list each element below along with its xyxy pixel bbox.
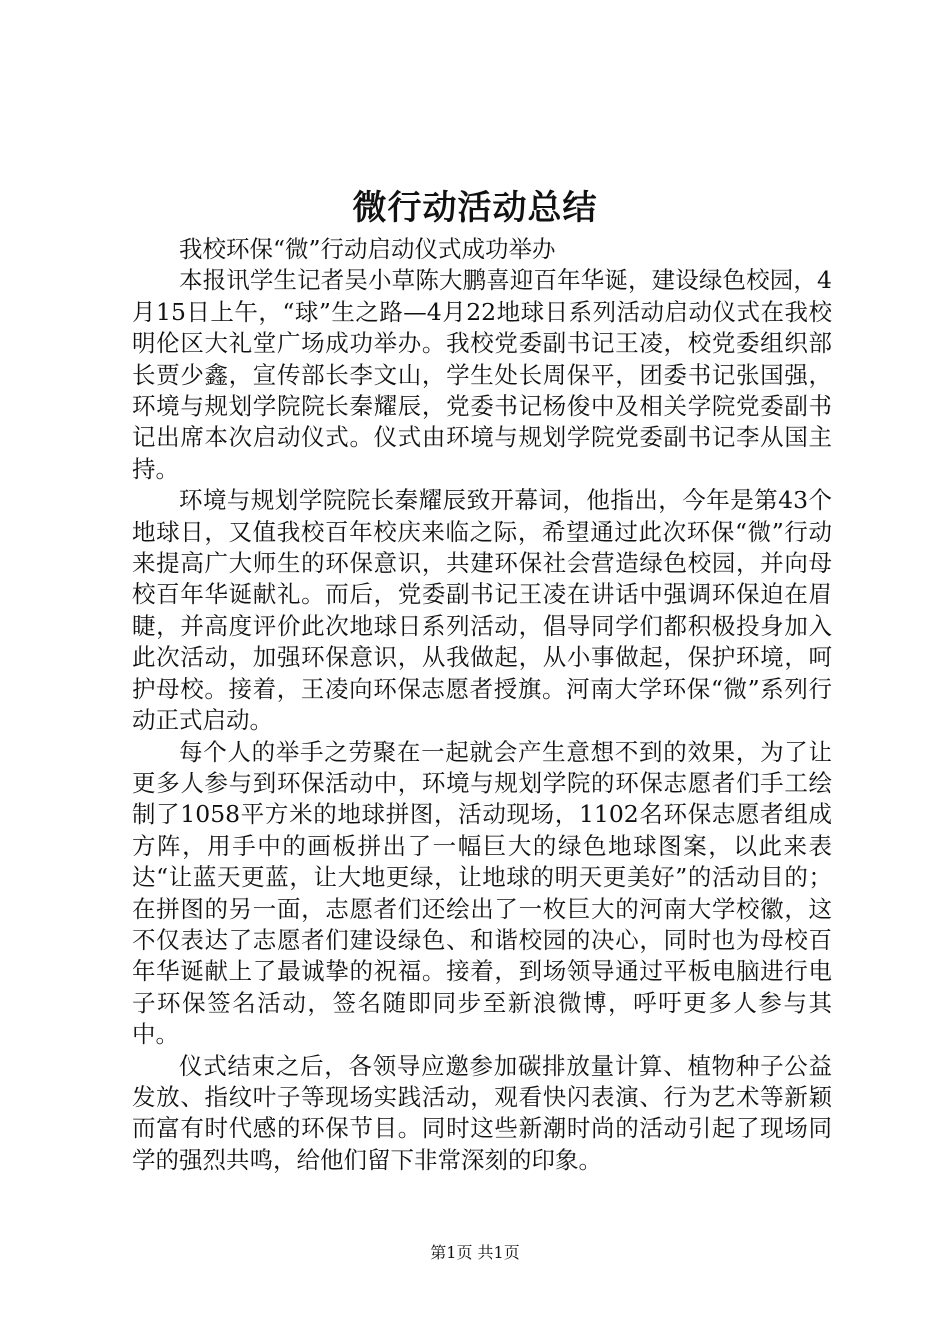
body-paragraph-4: 仪式结束之后，各领导应邀参加碳排放量计算、植物种子公益发放、指纹叶子等现场实践活动，观看快闪表演、行为艺术等新颖而富有时代感的环保节目。同时这些新潮时尚的活动引起了现场同学的强烈共鸣，给他们留下非常深刻的印象。 xyxy=(132,1051,832,1174)
body-paragraph-3: 每个人的举手之劳聚在一起就会产生意想不到的效果，为了让更多人参与到环保活动中，环境与规划学院的环保志愿者们手工绘制了1058平方米的地球拼图，活动现场，1102名环保志愿者组成方阵，用手中的画板拼出了一幅巨大的绿色地球图案，以此来表达“让蓝天更蓝，让大地更绿，让地球的明天更美好”的活动目的；在拼图的另一面，志愿者们还绘出了一枚巨大的河南大学校徽，这不仅表达了志愿者们建设绿色、和谐校园的决心，同时也为母校百年华诞献上了最诚挚的祝福。接着，到场领导通过平板电脑进行电子环保签名活动，签名随即同步至新浪微博，呼吁更多人参与其中。 xyxy=(132,737,832,1049)
document-title: 微行动活动总结 xyxy=(352,188,598,228)
document-body xyxy=(132,234,832,1176)
body-paragraph-2: 环境与规划学院院长秦耀辰致开幕词，他指出，今年是第43个地球日，又值我校百年校庆来临之际，希望通过此次环保“微”行动来提高广大师生的环保意识，共建环保社会营造绿色校园，并向母校百年华诞献礼。而后，党委副书记王凌在讲话中强调环保迫在眉睫，并高度评价此次地球日系列活动，倡导同学们都积极投身加入此次活动，加强环保意识，从我做起，从小事做起，保护环境，呵护母校。接着，王凌向环保志愿者授旗。河南大学环保“微”系列行动正式启动。 xyxy=(132,486,832,735)
body-paragraph-1: 本报讯学生记者吴小草陈大鹏喜迎百年华诞，建设绿色校园，4月15日上午，“球”生之路—4月22地球日系列活动启动仪式在我校明伦区大礼堂广场成功举办。我校党委副书记王凌，校党委组织部长贾少鑫，宣传部长李文山，学生处长周保平，团委书记张国强，环境与规划学院院长秦耀辰，党委书记杨俊中及相关学院党委副书记出席本次启动仪式。仪式由环境与规划学院党委副书记李从国主持。 xyxy=(132,266,832,483)
page-footer: 第1页 共1页 xyxy=(430,1243,520,1262)
subheading-paragraph: 我校环保“微”行动启动仪式成功举办 xyxy=(179,235,556,263)
